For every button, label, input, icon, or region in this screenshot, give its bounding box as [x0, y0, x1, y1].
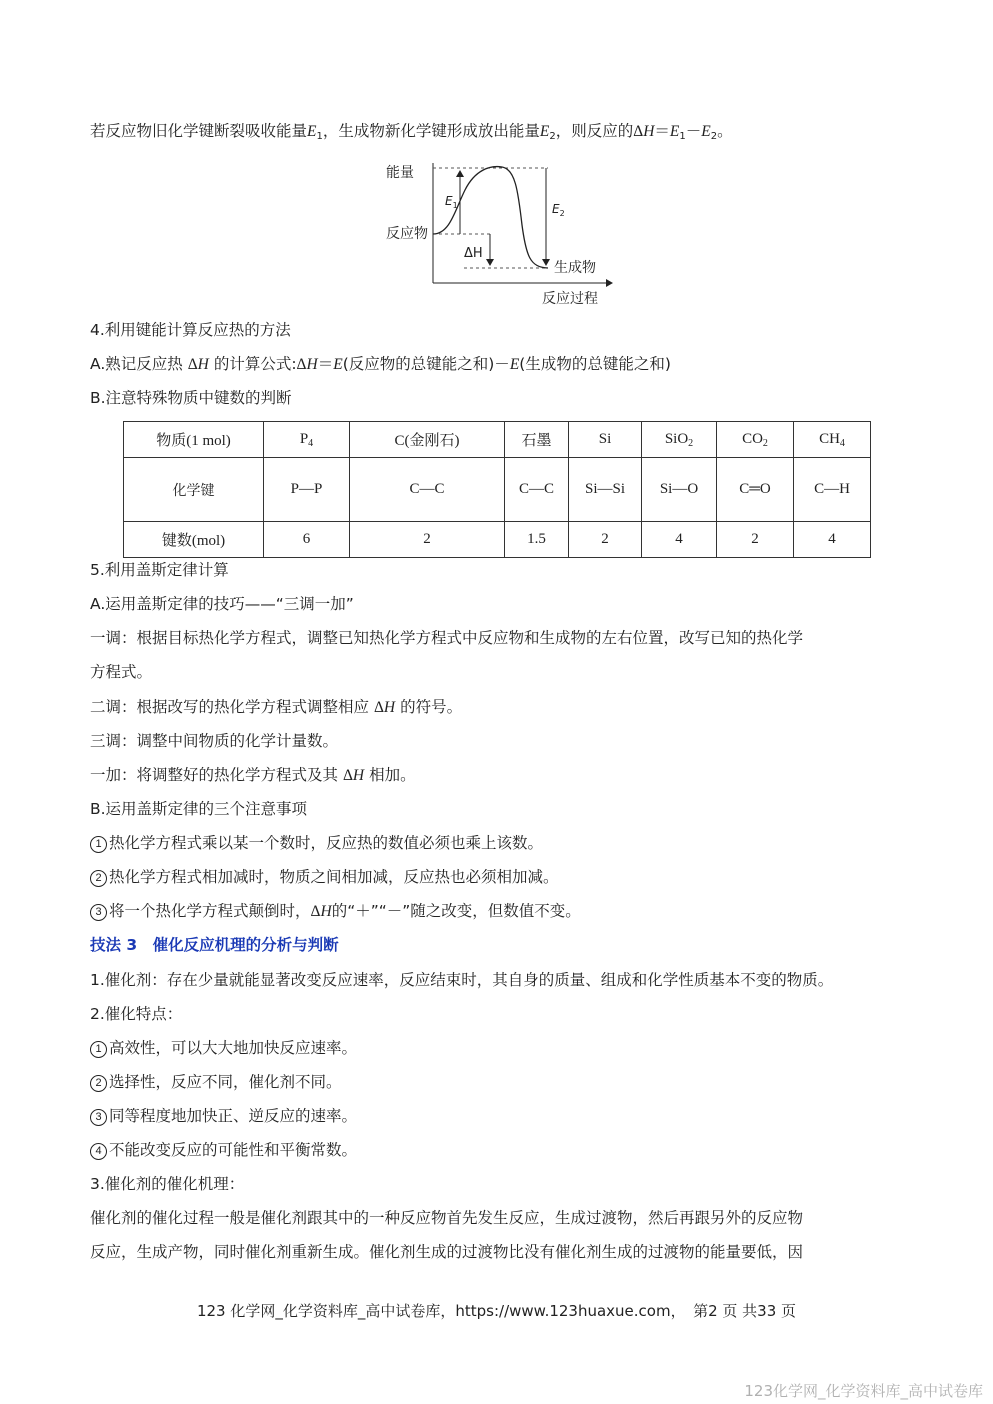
intro-text-1: 若反应物旧化学键断裂吸收能量: [90, 122, 308, 140]
table-cell: 2: [350, 522, 505, 558]
step4-pre: 一加：将调整好的热化学方程式及其: [90, 766, 339, 784]
e2-label: $E_2$: [552, 202, 565, 218]
sec4-e: E: [333, 356, 343, 373]
sec4-e-2: E: [509, 356, 520, 373]
table-cell: 2: [569, 522, 642, 558]
sec5-title: 5.利用盖斯定律计算: [90, 561, 229, 579]
eq-e1-sub: 1: [679, 131, 686, 142]
table-cell: 1.5: [505, 522, 569, 558]
period: 。: [717, 122, 733, 140]
intro-line: [90, 120, 733, 148]
sec5-step3: 三调：调整中间物质的化学计量数。: [90, 732, 339, 750]
table-header: $CH_4$: [794, 422, 871, 458]
sec5-b3: [90, 900, 581, 923]
circled-number-2: 2: [90, 870, 107, 887]
table-cell: 键数(mol): [124, 522, 264, 558]
table-row: [124, 522, 871, 558]
circled-number-3: 3: [90, 1109, 107, 1126]
table-header: 石墨: [505, 422, 569, 458]
e1-symbol: E: [307, 123, 317, 140]
e2-symbol: E: [539, 123, 550, 140]
watermark: 123化学网_化学资料库_高中试卷库: [744, 1382, 983, 1400]
f2-text: 选择性，反应不同，催化剂不同。: [109, 1073, 342, 1091]
tech3-p2: 2.催化特点：: [90, 1005, 183, 1023]
table-cell: C—H: [794, 458, 871, 522]
circled-number-3: 3: [90, 904, 107, 921]
sec4-delta: Δ: [187, 356, 198, 373]
circled-number-1: 1: [90, 1041, 107, 1058]
f4-text: 不能改变反应的可能性和平衡常数。: [109, 1141, 358, 1159]
table-cell: Si—O: [642, 458, 717, 522]
delta-symbol: Δ: [633, 123, 644, 140]
bond-table: [123, 421, 871, 558]
sec5-b2: [90, 866, 559, 888]
sec4-part2: (生成物的总键能之和): [519, 355, 671, 373]
y-axis-label: 能量: [386, 165, 414, 181]
sec4-a-mid: 的计算公式:: [213, 355, 297, 373]
tech3-f1: [90, 1037, 357, 1059]
sec5-step2: [90, 696, 462, 719]
minus-sign: －: [685, 122, 702, 140]
e1-sub: 1: [316, 131, 323, 142]
circled-number-1: 1: [90, 836, 107, 853]
f3-text: 同等程度地加快正、逆反应的速率。: [109, 1107, 358, 1125]
table-header: C(金刚石): [350, 422, 505, 458]
circled-number-2: 2: [90, 1075, 107, 1092]
table-cell: Si—Si: [569, 458, 642, 522]
tech3-p3: 3.催化剂的催化机理：: [90, 1175, 245, 1193]
x-axis-label: 反应过程: [542, 291, 598, 307]
sec4-eq: ＝: [317, 355, 334, 373]
b3-pre: 将一个热化学方程式颠倒时，: [109, 902, 311, 920]
intro-text-3: ，则反应的: [555, 122, 634, 140]
table-cell: 化学键: [124, 458, 264, 522]
dh-label: ΔH: [464, 246, 483, 261]
table-cell: C—C: [350, 458, 505, 522]
tech3-p1: 1.催化剂：存在少量就能显著改变反应速率，反应结束时，其自身的质量、组成和化学性质基本不变的物质。: [90, 971, 834, 989]
table-cell: 4: [794, 522, 871, 558]
sec4-b: B.注意特殊物质中键数的判断: [90, 389, 292, 407]
sec4-h-2: H: [306, 356, 318, 373]
table-cell: 4: [642, 522, 717, 558]
b3-h: H: [320, 903, 332, 920]
table-header: Si: [569, 422, 642, 458]
table-row: [124, 422, 871, 458]
step2-h: H: [383, 699, 396, 716]
sec4-title: 4.利用键能计算反应热的方法: [90, 321, 291, 339]
tech3-f4: [90, 1139, 357, 1161]
sec4-h: H: [197, 356, 209, 373]
h-symbol: H: [643, 123, 655, 140]
step2-post: 的符号。: [400, 698, 463, 716]
b3-post: 的“＋”“－”随之改变，但数值不变。: [331, 902, 581, 920]
tech3-f2: [90, 1071, 342, 1093]
tech3-p4: 催化剂的催化过程一般是催化剂跟其中的一种反应物首先发生反应，生成过渡物，然后再跟另外的反应物: [90, 1209, 804, 1227]
table-header: $P_4$: [264, 422, 350, 458]
sec5-step1: 一调：根据目标热化学方程式，调整已知热化学方程式中反应物和生成物的左右位置，改写已知的热化学: [90, 629, 804, 647]
eq-e2: E: [701, 123, 711, 140]
sec4-a-pre: A.熟记反应热: [90, 355, 183, 373]
table-row: [124, 458, 871, 522]
b3-delta: Δ: [310, 903, 321, 920]
eq-e1: E: [669, 123, 680, 140]
tech3-title: 技法 3 催化反应机理的分析与判断: [90, 936, 339, 954]
sec5-step1-cont: 方程式。: [90, 663, 153, 681]
product-label: 生成物: [554, 260, 596, 276]
table-cell: C—C: [505, 458, 569, 522]
circled-number-4: 4: [90, 1143, 107, 1160]
sec5-b: B.运用盖斯定律的三个注意事项: [90, 800, 308, 818]
b2-text: 热化学方程式相加减时，物质之间相加减，反应热也必须相加减。: [109, 868, 559, 886]
sec4-part1: (反应物的总键能之和)－: [342, 355, 510, 373]
sec5-b1: [90, 832, 543, 854]
intro-text-2: ，生成物新化学键形成放出能量: [322, 122, 540, 140]
table-cell: 6: [264, 522, 350, 558]
table-cell: P—P: [264, 458, 350, 522]
reactant-label: 反应物: [386, 226, 428, 242]
table-cell: 2: [717, 522, 794, 558]
equals-sign: ＝: [654, 122, 670, 140]
step2-pre: 二调：根据改写的热化学方程式调整相应: [90, 698, 370, 716]
table-header: SiO$_2$: [642, 422, 717, 458]
table-header: 物质(1 mol): [124, 422, 264, 458]
tech3-p5: 反应，生成产物，同时催化剂重新生成。催化剂生成的过渡物比没有催化剂生成的过渡物的能量要低，因: [90, 1243, 804, 1261]
b1-text: 热化学方程式乘以某一个数时，反应热的数值必须也乘上该数。: [109, 834, 544, 852]
step4-h: H: [352, 767, 365, 784]
eq-e2-sub: 2: [710, 131, 718, 142]
table-cell: C═O: [717, 458, 794, 522]
energy-diagram: [380, 155, 620, 310]
page-footer: 123 化学网_化学资料库_高中试卷库，https://www.123huaxue.com， 第2 页 共33 页: [196, 1302, 797, 1320]
step4-delta: Δ: [342, 767, 353, 784]
tech3-f3: [90, 1105, 357, 1127]
sec5-a: A.运用盖斯定律的技巧——“三调一加”: [90, 595, 354, 613]
sec5-step4: [90, 764, 416, 787]
sec4-delta-2: Δ: [296, 356, 307, 373]
e2-sub: 2: [549, 131, 556, 142]
table-header: $CO_2$: [717, 422, 794, 458]
step2-delta: Δ: [373, 699, 384, 716]
step4-post: 相加。: [369, 766, 416, 784]
f1-text: 高效性，可以大大地加快反应速率。: [109, 1039, 358, 1057]
e1-label: $E_1$: [445, 194, 458, 210]
sec4-a: [90, 353, 671, 376]
